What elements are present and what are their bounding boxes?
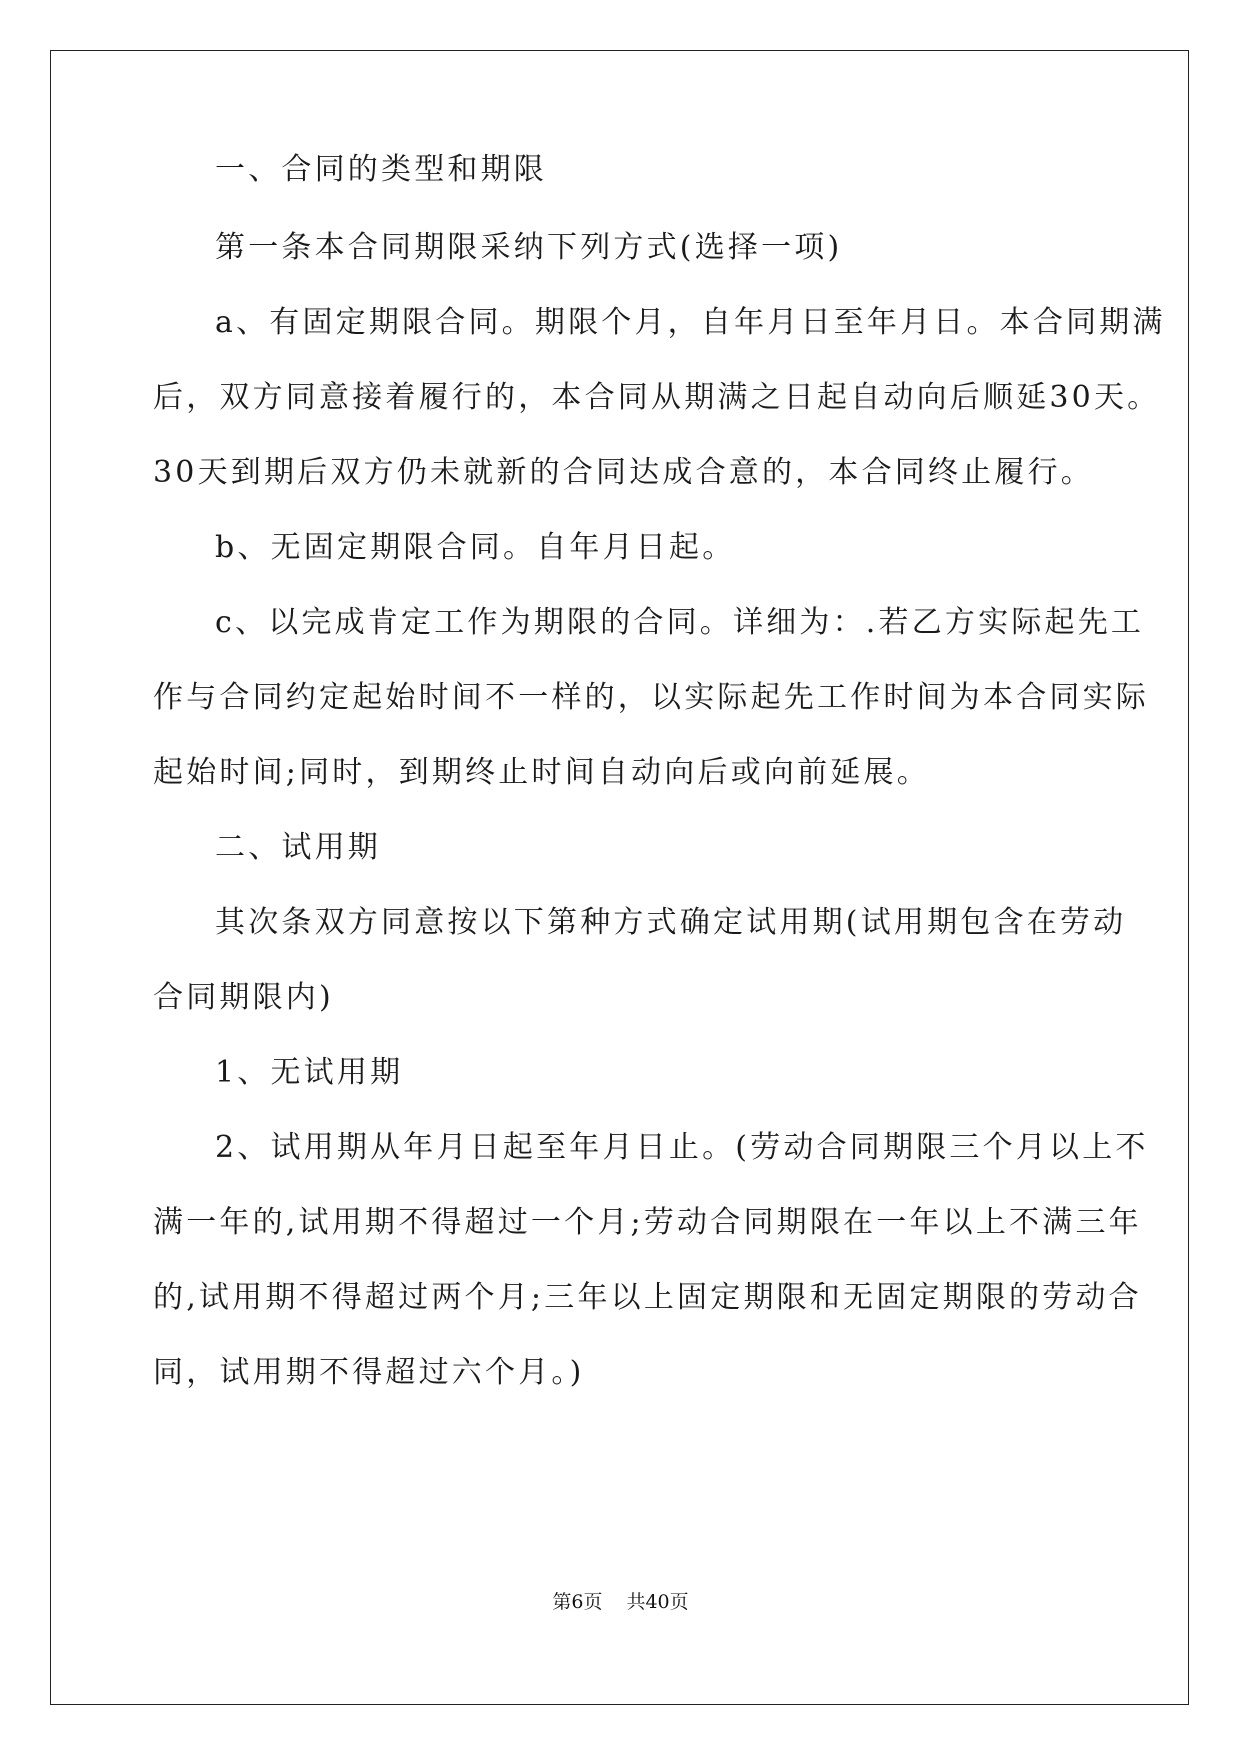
paragraph-line: 2、试用期从年月日起至年月日止。(劳动合同期限三个月以上不 (215, 1130, 1149, 1165)
page-border (50, 50, 1189, 1705)
paragraph-line: 作与合同约定起始时间不一样的，以实际起先工作时间为本合同实际 (153, 680, 1149, 715)
page-total: 共40页 (626, 1591, 689, 1613)
paragraph-line: 其次条双方同意按以下第种方式确定试用期(试用期包含在劳动 (215, 905, 1127, 940)
paragraph-line: 合同期限内) (153, 980, 334, 1015)
page-number: 第6页 (552, 1591, 603, 1613)
page-footer (0, 1590, 1241, 1614)
paragraph-line: 满一年的,试用期不得超过一个月;劳动合同期限在一年以上不满三年 (153, 1205, 1142, 1240)
section-heading-contract-type: 一、合同的类型和期限 (215, 152, 547, 187)
paragraph-line: 30天到期后双方仍未就新的合同达成合意的，本合同终止履行。 (153, 455, 1094, 490)
paragraph-line: 起始时间;同时，到期终止时间自动向后或向前延展。 (153, 755, 930, 790)
paragraph-line: b、无固定期限合同。自年月日起。 (215, 530, 736, 565)
paragraph-line: 的,试用期不得超过两个月;三年以上固定期限和无固定期限的劳动合 (153, 1280, 1142, 1315)
paragraph-line: 同，试用期不得超过六个月。) (153, 1355, 585, 1390)
paragraph-line: 后，双方同意接着履行的，本合同从期满之日起自动向后顺延30天。 (153, 380, 1161, 415)
paragraph-line: 1、无试用期 (215, 1055, 404, 1090)
section-heading-probation: 二、试用期 (215, 830, 381, 865)
paragraph-line: c、以完成肯定工作为期限的合同。详细为：.若乙方实际起先工 (215, 605, 1145, 640)
paragraph-line: 第一条本合同期限采纳下列方式(选择一项) (215, 230, 843, 265)
paragraph-line: a、有固定期限合同。期限个月，自年月日至年月日。本合同期满 (215, 305, 1166, 340)
